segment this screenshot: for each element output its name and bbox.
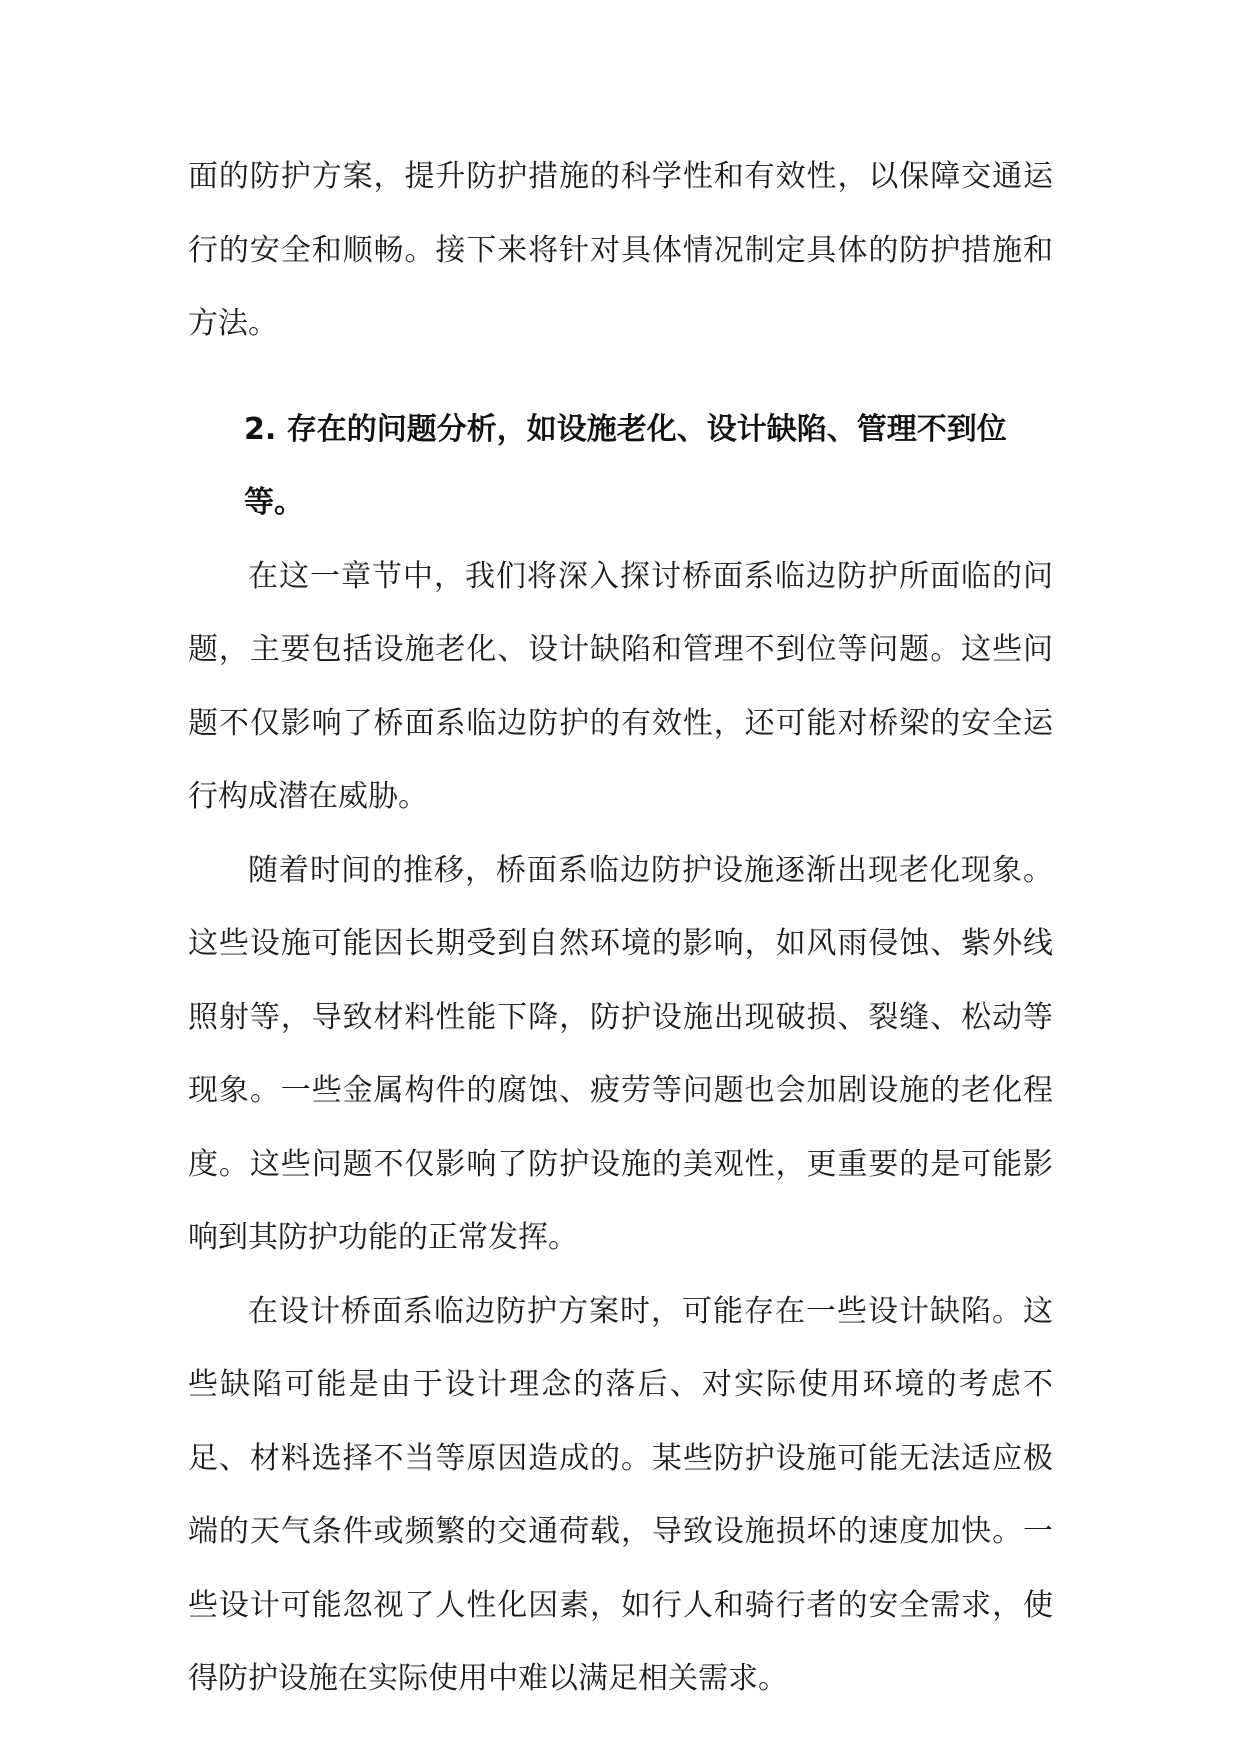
paragraph-design-defects: 在设计桥面系临边防护方案时，可能存在一些设计缺陷。这些缺陷可能是由于设计理念的落后、对实际使用环境的考虑不足、材料选择不当等原因造成的。某些防护设施可能无法适应极端的天气条件或频繁的交通荷载，导致设施损坏的速度加快。一些设计可能忽视了人性化因素，如行人和骑行者的安全需求，使得防护设施在实际使用中难以满足相关需求。	[188, 1293, 1053, 1696]
spacer	[188, 361, 1053, 393]
continued-paragraph: 面的防护方案，提升防护措施的科学性和有效性，以保障交通运行的安全和顺畅。接下来将针对具体情况制定具体的防护措施和方法。	[188, 159, 1053, 341]
paragraph-aging: 随着时间的推移，桥面系临边防护设施逐渐出现老化现象。这些设施可能因长期受到自然环境的影响，如风雨侵蚀、紫外线照射等，导致材料性能下降，防护设施出现破损、裂缝、松动等现象。一些金属构件的腐蚀、疲劳等问题也会加剧设施的老化程度。这些问题不仅影响了防护设施的美观性，更重要的是可能影响到其防护功能的正常发挥。	[188, 852, 1053, 1255]
paragraph-intro: 在这一章节中，我们将深入探讨桥面系临边防护所面临的问题，主要包括设施老化、设计缺陷和管理不到位等问题。这些问题不仅影响了桥面系临边防护的有效性，还可能对桥梁的安全运行构成潜在威胁。	[188, 558, 1053, 814]
section-heading: 2. 存在的问题分析，如设施老化、设计缺陷、管理不到位等。	[244, 411, 1007, 520]
document-body	[188, 140, 1053, 1716]
